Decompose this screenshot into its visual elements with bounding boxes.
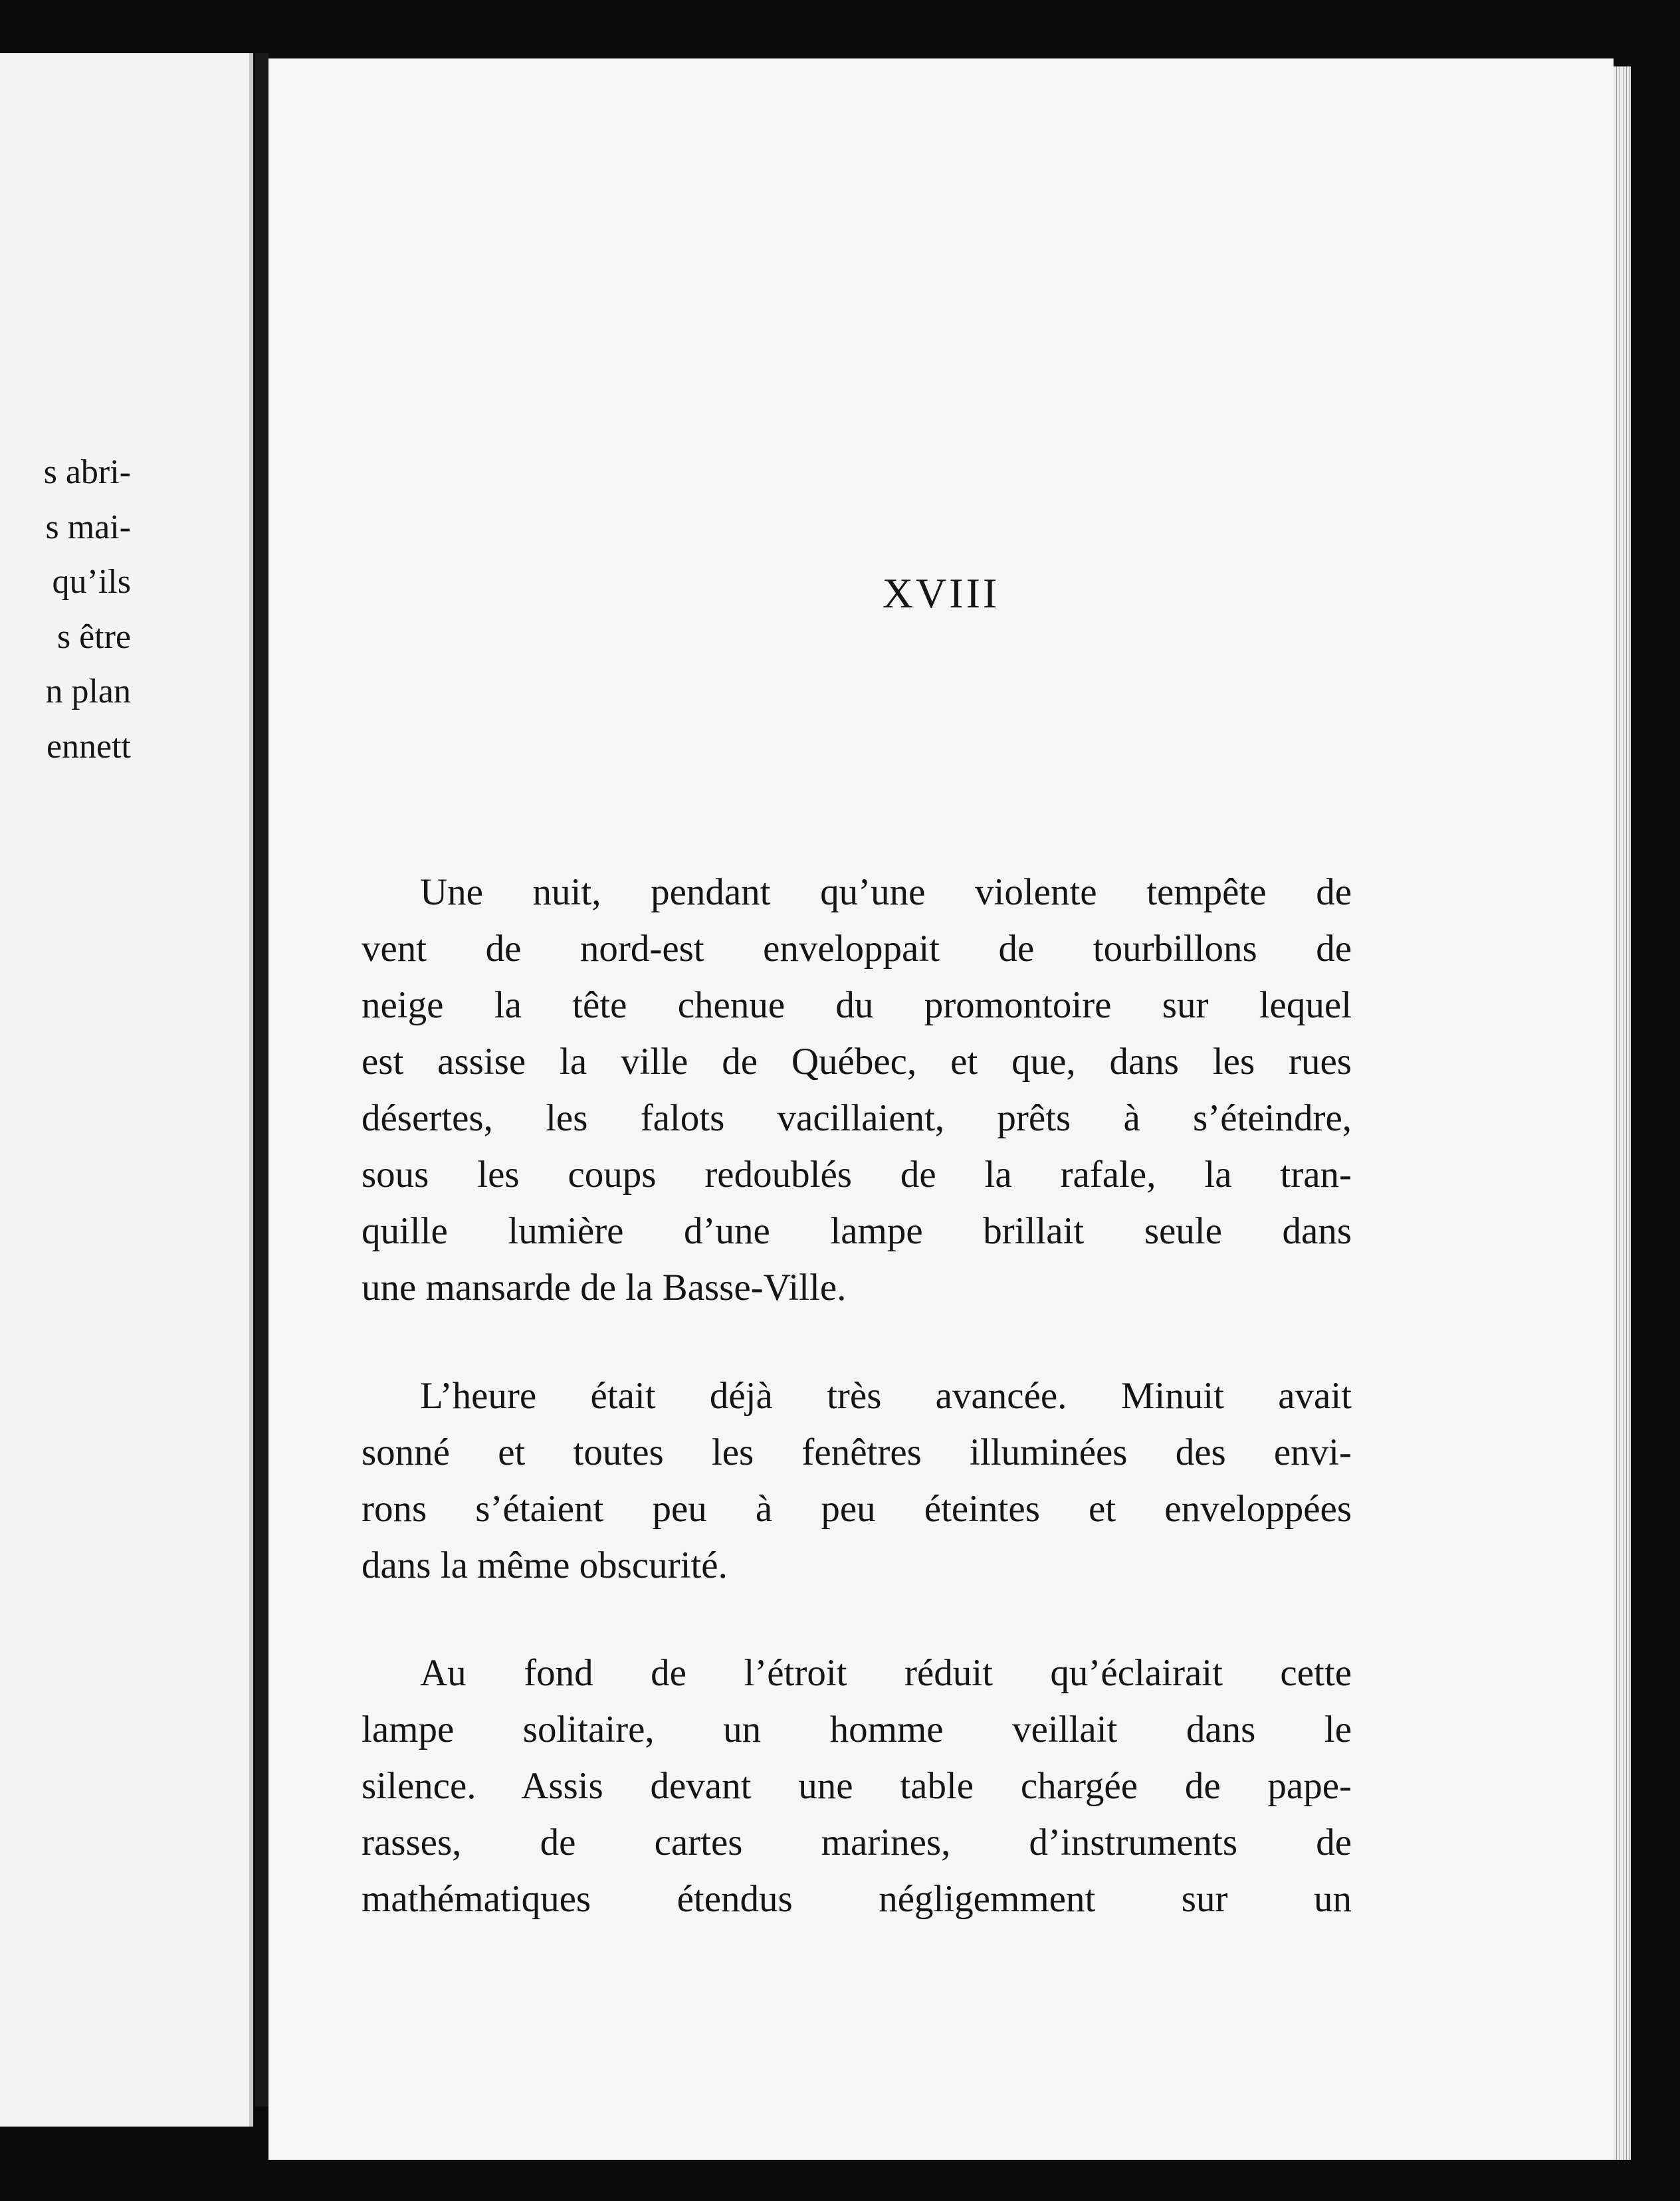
text-line: rons s’étaient peu à peu éteintes et enveloppées: [362, 1488, 1352, 1530]
left-line: s abri-: [43, 453, 131, 491]
book-gutter: [255, 53, 268, 2107]
text-line: lampe solitaire, un homme veillait dans le: [362, 1709, 1352, 1750]
text-line: L’heure était déjà très avancée. Minuit avait: [420, 1375, 1352, 1417]
text-line: Au fond de l’étroit réduit qu’éclairait cette: [420, 1652, 1352, 1694]
left-line: n plan: [45, 673, 131, 711]
text-line: Une nuit, pendant qu’une violente tempête de: [420, 871, 1352, 913]
left-page-text: [44, 445, 131, 775]
left-page: [0, 53, 253, 2127]
text-line: est assise la ville de Québec, et que, dans les rues: [362, 1041, 1352, 1083]
left-line: ennett: [46, 727, 131, 766]
text-line: dans la même obscurité.: [362, 1544, 728, 1586]
right-page: [268, 58, 1614, 2160]
left-line: qu’ils: [52, 563, 131, 601]
left-line: s mai-: [45, 508, 131, 546]
left-line: s être: [56, 617, 131, 656]
text-line: une mansarde de la Basse-Ville.: [362, 1267, 847, 1309]
text-line: mathématiques étendus négligemment sur un: [362, 1878, 1352, 1920]
text-line: silence. Assis devant une table chargée de pape-: [362, 1765, 1352, 1807]
paragraph-2: [362, 1368, 1352, 1594]
text-line: vent de nord-est enveloppait de tourbillons de: [362, 928, 1352, 970]
page-edges: [1614, 66, 1631, 2160]
text-line: désertes, les falots vacillaient, prêts à s’éteindre,: [362, 1097, 1352, 1139]
chapter-heading: XVIII: [882, 570, 1000, 617]
text-line: quille lumière d’une lampe brillait seule dans: [362, 1210, 1352, 1252]
text-line: neige la tête chenue du promontoire sur lequel: [362, 984, 1352, 1026]
text-line: sonné et toutes les fenêtres illuminées des envi-: [362, 1431, 1352, 1473]
paragraph-3: [362, 1645, 1352, 1927]
text-line: sous les coups redoublés de la rafale, la tran-: [362, 1154, 1352, 1196]
paragraph-1: [362, 864, 1352, 1316]
text-line: rasses, de cartes marines, d’instruments de: [362, 1822, 1352, 1863]
